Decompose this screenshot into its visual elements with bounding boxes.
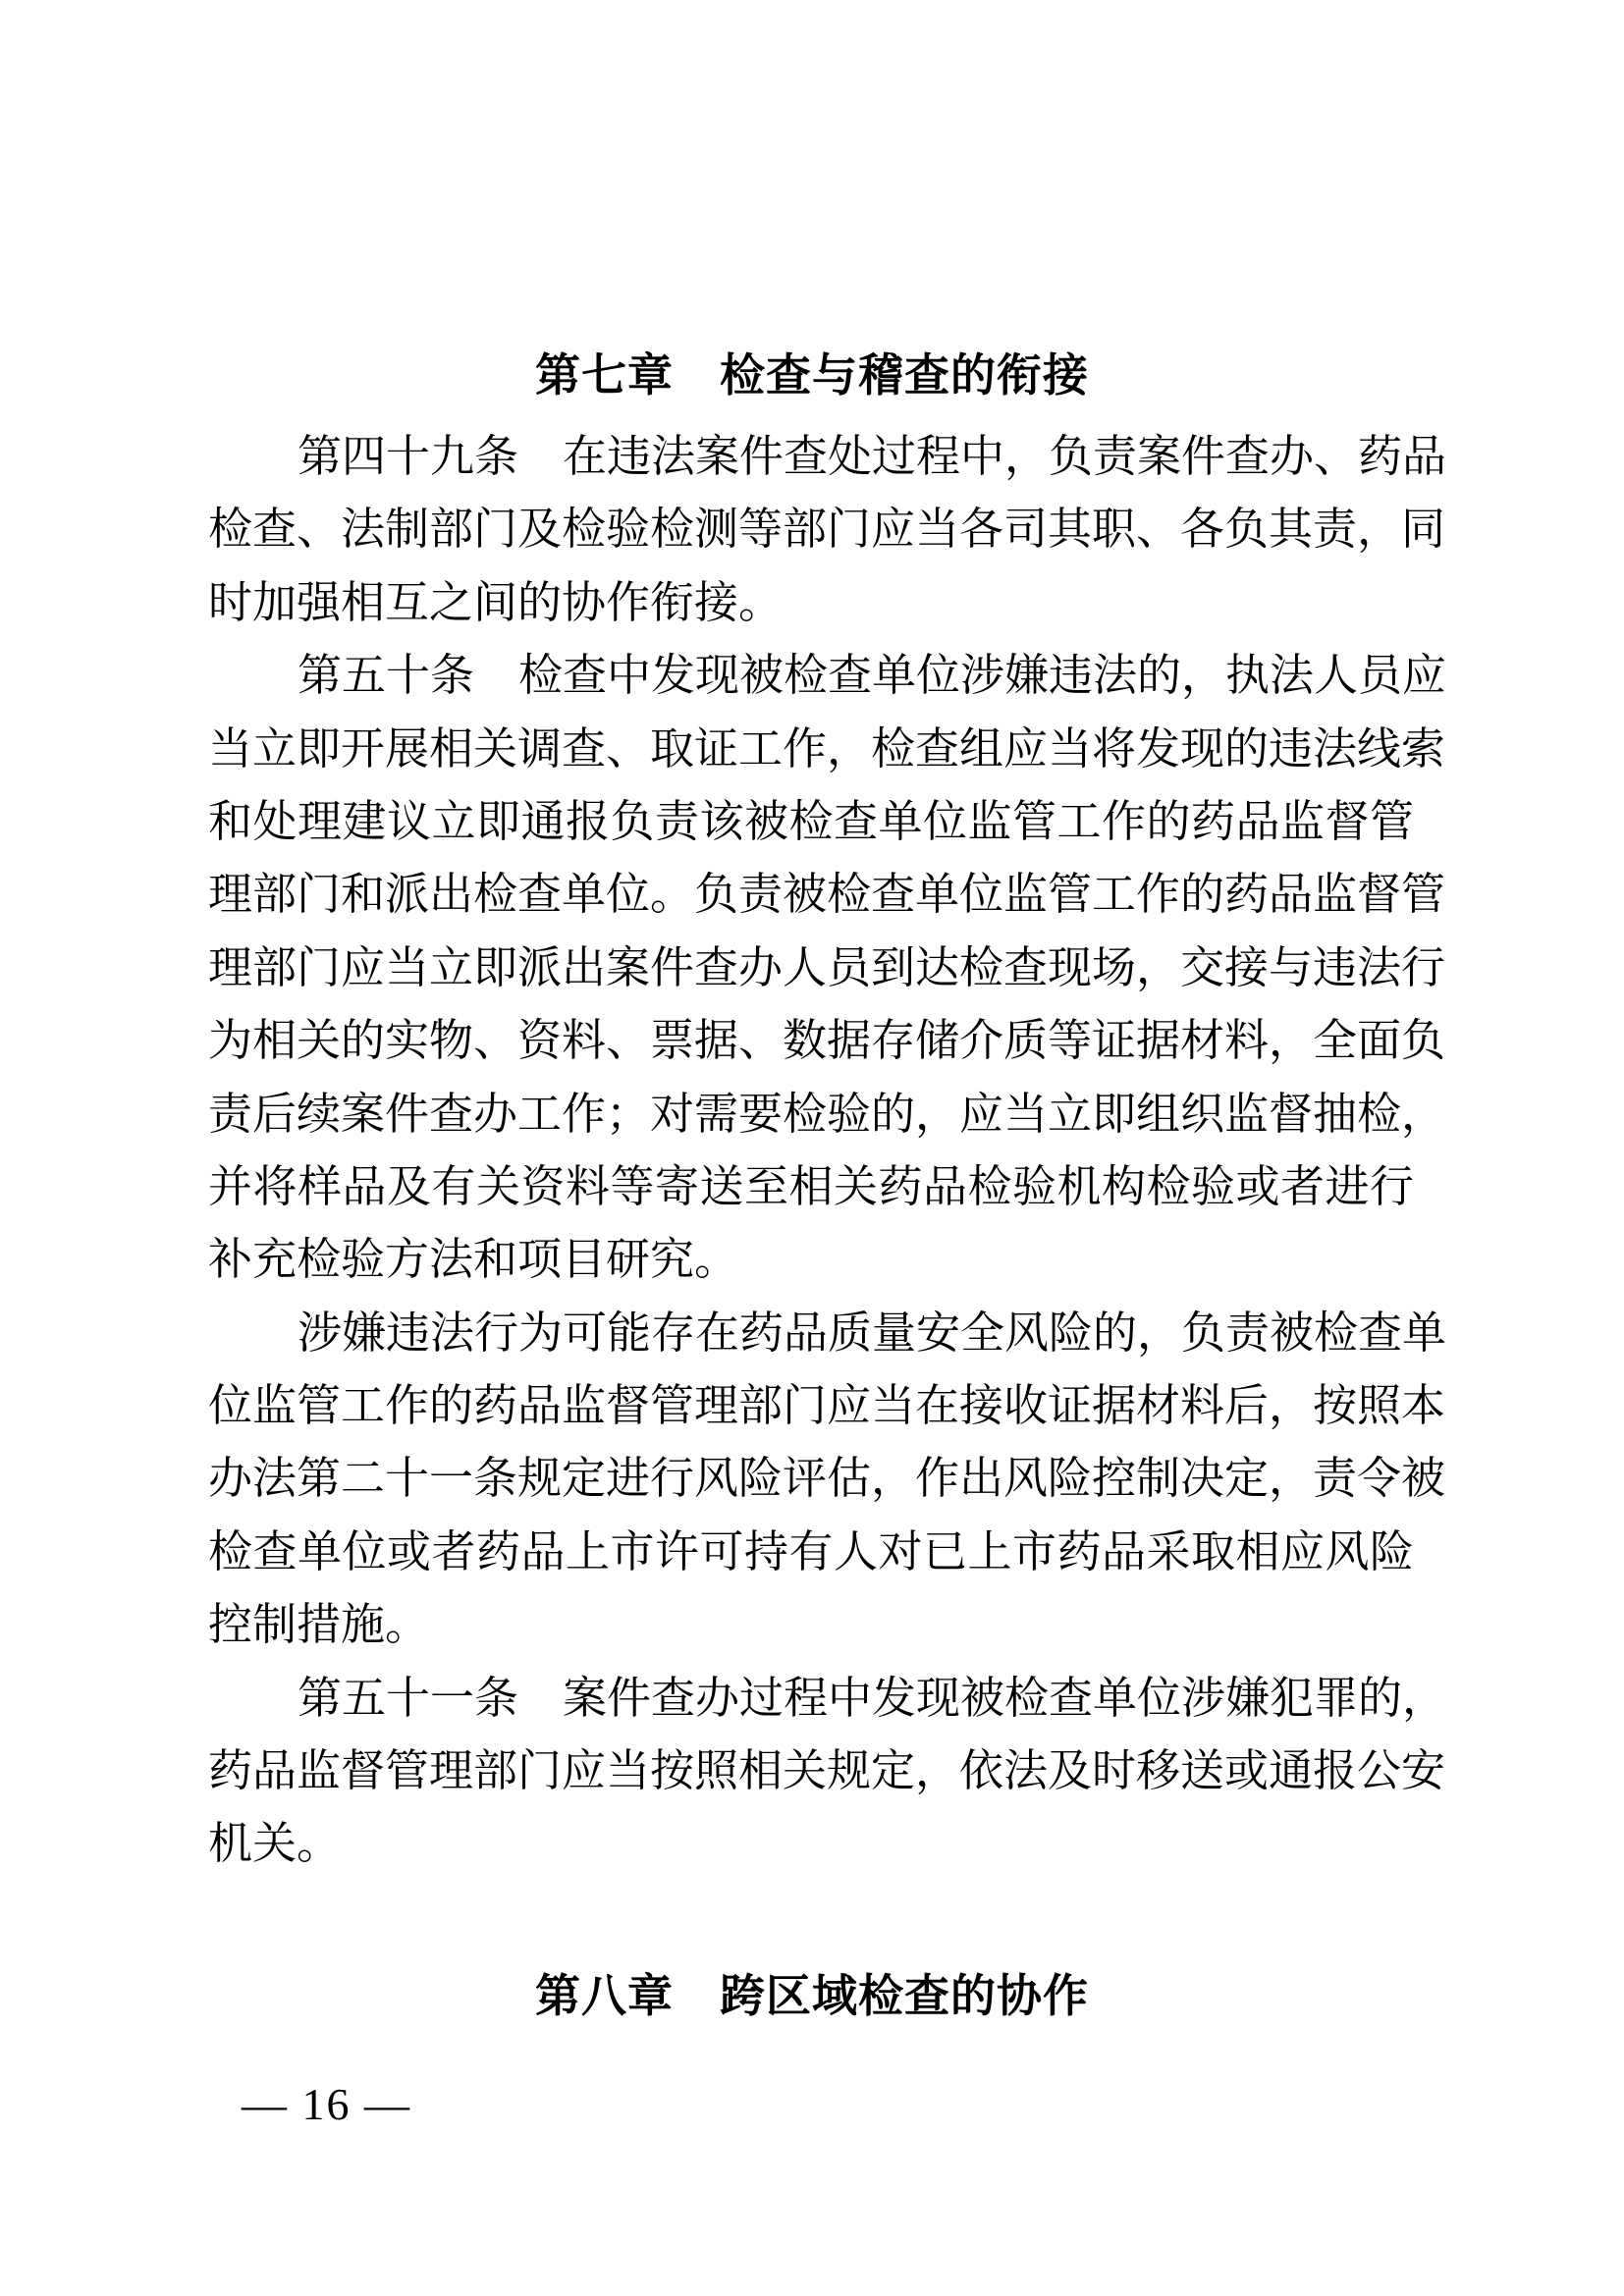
text-line: 补充检验方法和项目研究。 — [208, 1234, 739, 1285]
chapter-8-heading: 第八章 跨区域检查的协作 — [535, 1970, 1089, 2021]
text-line: 办法第二十一条规定进行风险评估，作出风险控制决定，责令被 — [208, 1453, 1446, 1504]
body-text — [208, 420, 1447, 1881]
text-line: 当立即开展相关调查、取证工作，检查组应当将发现的违法线索 — [208, 722, 1446, 774]
chapter-7-heading: 第七章 检查与稽查的衔接 — [535, 349, 1089, 400]
text-line: 第四十九条 在违法案件查处过程中，负责案件查办、药品 — [298, 431, 1447, 481]
text-line: 控制措施。 — [208, 1599, 430, 1650]
text-line: 药品监督管理部门应当按照相关规定，依法及时移送或通报公安 — [208, 1745, 1446, 1796]
text-line: 检查单位或者药品上市许可持有人对已上市药品采取相应风险 — [208, 1525, 1414, 1576]
text-line: 涉嫌违法行为可能存在药品质量安全风险的，负责被检查单 — [298, 1307, 1447, 1358]
text-line: 时加强相互之间的协作衔接。 — [208, 576, 784, 627]
text-line: 理部门和派出检查单位。负责被检查单位监管工作的药品监督管 — [208, 869, 1446, 920]
text-line: 为相关的实物、资料、票据、数据存储介质等证据材料，全面负 — [208, 1015, 1446, 1066]
text-line: 位监管工作的药品监督管理部门应当在接收证据材料后，按照本 — [208, 1380, 1446, 1431]
text-line: 和处理建议立即通报负责该被检查单位监管工作的药品监督管 — [208, 795, 1414, 846]
text-line: 第五十条 检查中发现被检查单位涉嫌违法的，执法人员应 — [298, 650, 1447, 701]
text-line: 并将样品及有关资料等寄送至相关药品检验机构检验或者进行 — [208, 1160, 1414, 1211]
text-line: 第五十一条 案件查办过程中发现被检查单位涉嫌犯罪的， — [298, 1672, 1447, 1723]
text-line: 机关。 — [208, 1818, 342, 1869]
text-line: 理部门应当立即派出案件查办人员到达检查现场，交接与违法行 — [208, 941, 1446, 992]
text-line: 责后续案件查办工作；对需要检验的，应当立即组织监督抽检， — [208, 1088, 1446, 1139]
text-line: 检查、法制部门及检验检测等部门应当各司其职、各负其责，同 — [208, 504, 1446, 555]
page-number: — 16 — — [242, 2079, 411, 2129]
